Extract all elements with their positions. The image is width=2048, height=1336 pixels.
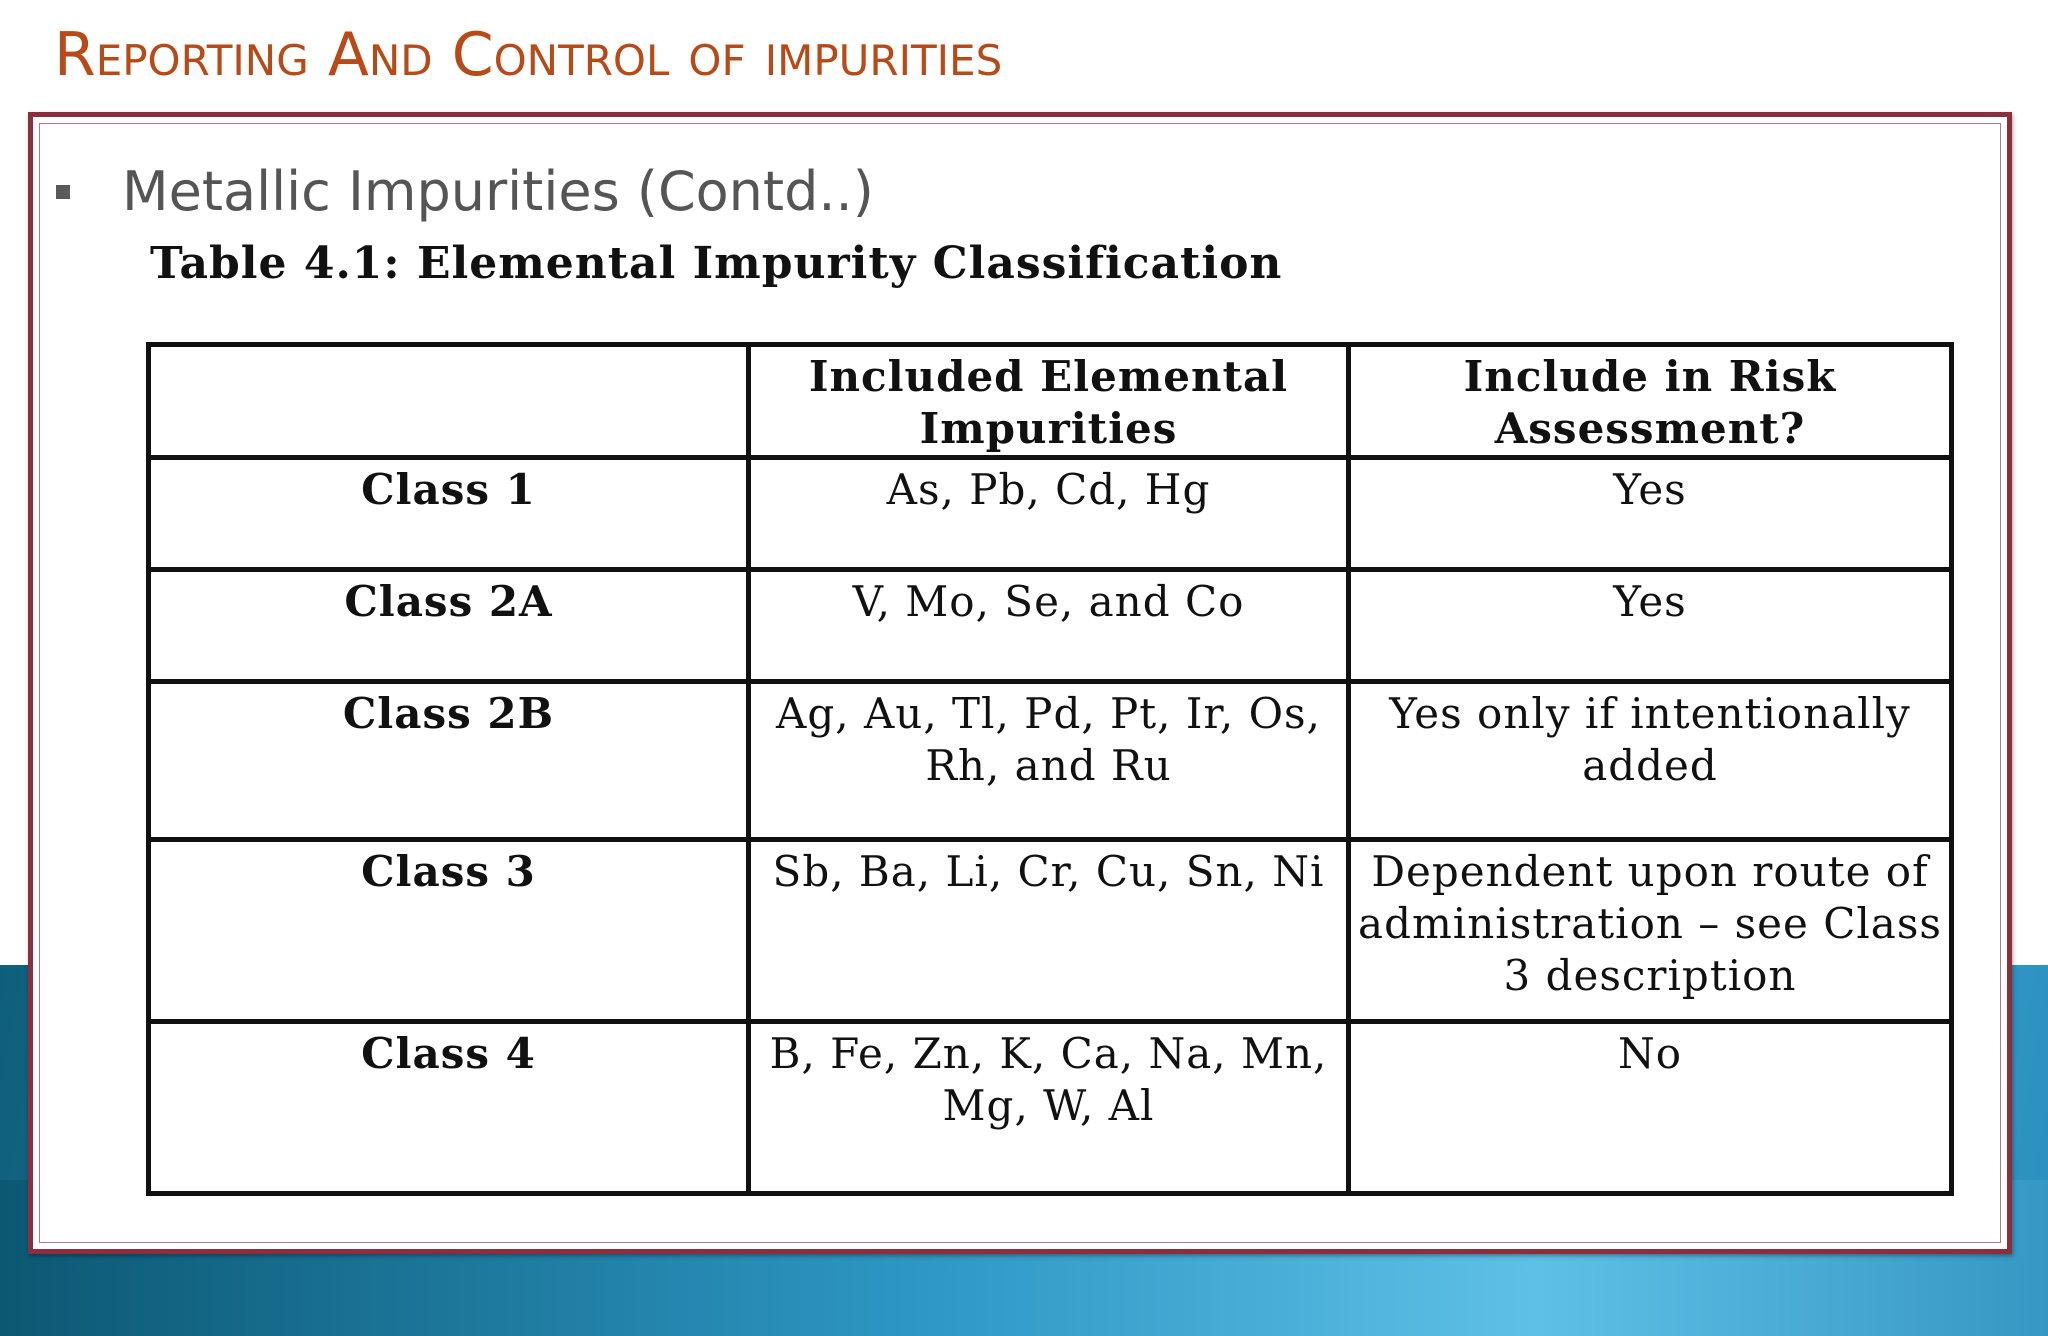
class-cell: Class 2A: [149, 570, 749, 682]
impurities-cell: B, Fe, Zn, K, Ca, Na, Mn, Mg, W, Al: [749, 1022, 1349, 1194]
slide-title: Reporting And Control of impurities: [54, 20, 1003, 90]
risk-cell: Dependent upon route of administration – see Class 3 description: [1349, 840, 1952, 1022]
header-class: [149, 345, 749, 458]
class-cell: Class 2B: [149, 682, 749, 840]
risk-cell: No: [1349, 1022, 1952, 1194]
table-row: [149, 458, 1952, 570]
table-header-row: [149, 345, 1952, 458]
impurities-cell: Ag, Au, Tl, Pd, Pt, Ir, Os, Rh, and Ru: [749, 682, 1349, 840]
table-row: [149, 1022, 1952, 1194]
risk-cell: Yes: [1349, 458, 1952, 570]
table-row: [149, 840, 1952, 1022]
bullet-text: Metallic Impurities (Contd..): [122, 160, 874, 223]
table-row: [149, 682, 1952, 840]
class-cell: Class 3: [149, 840, 749, 1022]
table-caption: Table 4.1: Elemental Impurity Classification: [150, 238, 1283, 289]
class-cell: Class 1: [149, 458, 749, 570]
impurities-cell: As, Pb, Cd, Hg: [749, 458, 1349, 570]
header-risk: Include in Risk Assessment?: [1349, 345, 1952, 458]
risk-cell: Yes only if intentionally added: [1349, 682, 1952, 840]
impurities-cell: Sb, Ba, Li, Cr, Cu, Sn, Ni: [749, 840, 1349, 1022]
impurities-cell: V, Mo, Se, and Co: [749, 570, 1349, 682]
risk-cell: Yes: [1349, 570, 1952, 682]
bullet-item: [56, 160, 874, 223]
class-cell: Class 4: [149, 1022, 749, 1194]
table-row: [149, 570, 1952, 682]
impurity-classification-table: [146, 342, 1954, 1196]
bullet-square-icon: [56, 185, 70, 199]
header-impurities: Included Elemental Impurities: [749, 345, 1349, 458]
